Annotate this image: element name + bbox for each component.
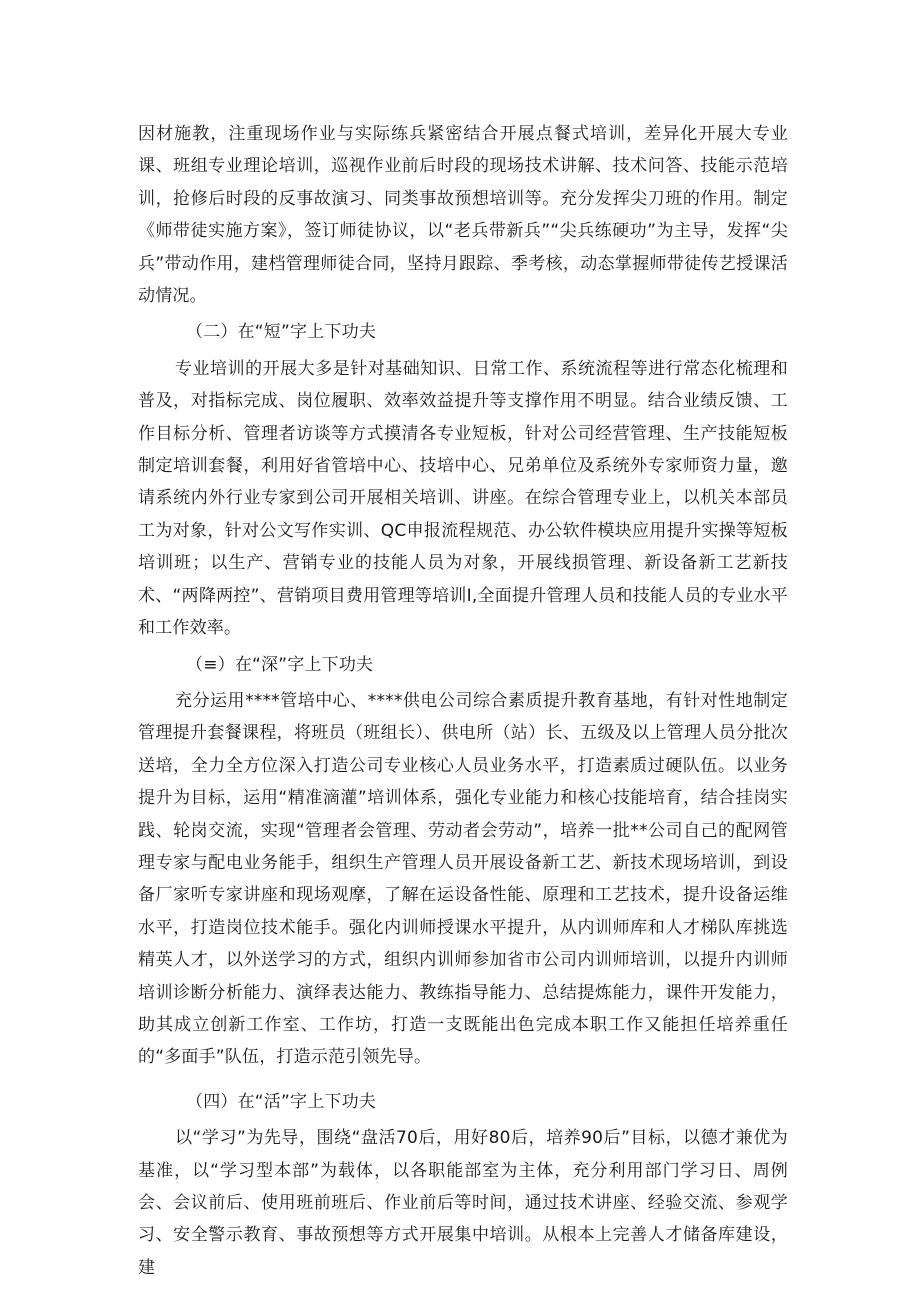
document-body [138, 118, 788, 1284]
section-heading-4: （四）在“活”字上下功夫 [186, 1091, 377, 1112]
section-heading-2: （二）在“短”字上下功夫 [186, 322, 377, 343]
section-heading-3: （≡）在“深”字上下功夫 [186, 654, 374, 675]
paragraph-3: 充分运用****管培中心、****供电公司综合素质提升教育基地，有针对性地制定管理提升套餐课程，将班员（班组长）、供电所（站）长、五级及以上管理人员分批次送培，全力全方位深入打造公司专业核心人员业务水平，打造素质过硬队伍。以业务提升为目标，运用“精准滴灌”培训体系，强化专业能力和核心技能培育，结合挂岗实践、轮岗交流，实现“管理者会管理、劳动者会劳动”，培养一批**公司自己的配网管理专家与配电业务能手，组织生产管理人员开展设备新工艺、新技术现场培训，到设备厂家听专家讲座和现场观摩，了解在运设备性能、原理和工艺技术，提升设备运维水平，打造岗位技术能手。强化内训师授课水平提升，从内训师库和人才梯队库挑选精英人才，以外送学习的方式，组织内训师参加省市公司内训师培训，以提升内训师培训诊断分析能力、演绎表达能力、教练指导能力、总结提炼能力，课件开发能力，助其成立创新工作室、工作坊，打造一支既能出色完成本职工作又能担任培养重任的“多面手”队伍，打造示范引领先导。 [138, 690, 788, 1068]
paragraph-1: 因材施教，注重现场作业与实际练兵紧密结合开展点餐式培训，差异化开展大专业课、班组专业理论培训，巡视作业前后时段的现场技术讲解、技术问答、技能示范培训，抢修后时段的反事故演习、同类事故预想培训等。充分发挥尖刀班的作用。制定《师带徒实施方案》，签订师徒协议，以“老兵带新兵”“尖兵练硬功”为主导，发挥“尖兵”带动作用，建档管理师徒合同，坚持月跟踪、季考核，动态掌握师带徒传艺授课活动情况。 [138, 124, 788, 307]
paragraph-2: 专业培训的开展大多是针对基础知识、日常工作、系统流程等进行常态化梳理和普及，对指标完成、岗位履职、效率效益提升等支撑作用不明显。结合业绩反馈、工作目标分析、管理者访谈等方式摸清各专业短板，针对公司经营管理、生产技能短板制定培训套餐，利用好省管培中心、技培中心、兄弟单位及系统外专家师资力量，邀请系统内外行业专家到公司开展相关培训、讲座。在综合管理专业上，以机关本部员工为对象，针对公文写作实训、QC申报流程规范、办公软件模块应用提升实操等短板培训班；以生产、营销专业的技能人员为对象，开展线损管理、新设备新工艺新技术、“两降两控”、营销项目费用管理等培训I,全面提升管理人员和技能人员的专业水平和工作效率。 [138, 358, 788, 639]
paragraph-4: 以“学习”为先导，围绕“盘活70后，用好80后，培养90后”目标，以德才兼优为基准，以“学习型本部”为载体，以各职能部室为主体，充分利用部门学习日、周例会、会议前后、使用班前班后、作业前后等时间，通过技术讲座、经验交流、参观学习、安全警示教育、事故预想等方式开展集中培训。从根本上完善人才储备库建设，建 [138, 1128, 788, 1278]
